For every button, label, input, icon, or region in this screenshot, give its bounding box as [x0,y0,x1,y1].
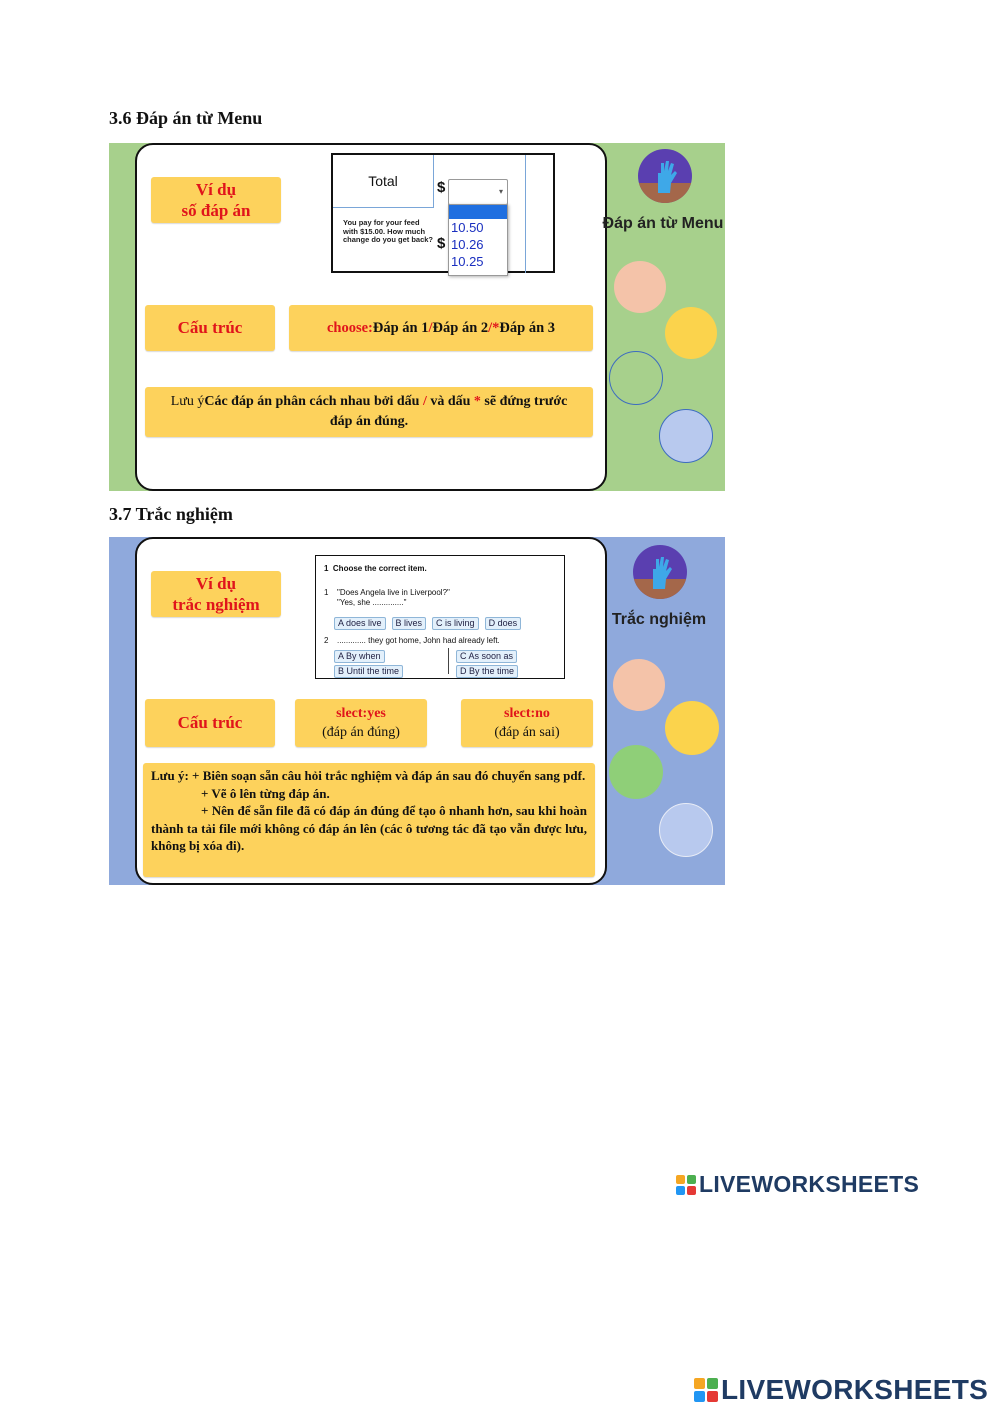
logo-mark-icon [676,1175,696,1195]
menu-highlight [449,205,507,219]
note-body-b: và dấu [426,394,474,409]
q1-options [334,613,527,631]
note-line: + Nên để sẵn file đã có đáp án đúng để tạo ô nhanh hơn, sau khi hoàn thành ta tải file mới không có đáp án lên (các ô tương tác đã tạo vẫn được lưu, không bị xóa đi). [151,803,587,853]
q2-number: 2 [324,636,329,645]
question-text: You pay for your feed with $15.00. How much change do you get back? [343,218,434,244]
option-divider [448,648,449,674]
slide-menu-answers [109,143,725,491]
q2-option[interactable]: A By when [334,650,385,663]
syntax-answer-1: Đáp án 1 [372,319,429,336]
brand-name: LIVEWORKSHEETS [721,1374,989,1405]
q2-options-left [334,648,409,678]
q1-option[interactable]: B lives [392,617,427,630]
section-title-quiz: 3.7 Trắc nghiệm [109,504,233,524]
select-no-box [461,699,593,747]
menu-option[interactable]: 10.26 [451,237,484,252]
q2-option[interactable]: D By the time [456,665,518,678]
hand-avatar-icon [633,545,687,599]
note-box [143,763,595,877]
q1-line: "Does Angela live in Liverpool?" [337,588,450,597]
example-box [151,177,281,223]
q1-line: "Yes, she .............." [337,598,407,607]
syntax-star: * [492,319,500,336]
color-circle [665,307,717,359]
q1-number: 1 [324,588,329,597]
quiz-example-screenshot [315,555,565,679]
color-circle [659,803,713,857]
select-no-desc: (đáp án sai) [494,725,560,740]
q2-option[interactable]: B Until the time [334,665,403,678]
select-yes-box [295,699,427,747]
select-yes-desc: (đáp án đúng) [322,725,400,740]
slide-multiple-choice [109,537,725,885]
table-divider [525,155,526,273]
structure-box [145,305,275,351]
liveworksheets-logo [676,1171,919,1198]
syntax-answer-2: Đáp án 2 [432,319,489,336]
note-star: * [473,394,481,409]
quiz-heading [324,564,427,573]
currency-symbol: $ [437,179,446,196]
syntax-answer-3: Đáp án 3 [499,319,556,336]
note-line: Lưu ý: + Biên soạn sẵn câu hỏi trắc nghiệm và đáp án sau đó chuyển sang pdf. [151,768,586,783]
menu-option[interactable]: 10.25 [451,254,484,269]
section-title-menu: 3.6 Đáp án từ Menu [109,108,263,128]
example-box [151,571,281,617]
syntax-box [289,305,593,351]
q2-text: ............. they got home, John had already left. [337,636,500,645]
side-title: Đáp án từ Menu [602,215,724,232]
note-text [159,392,579,432]
note-prefix: Lưu ý [170,394,205,409]
liveworksheets-footer-logo [694,1374,988,1406]
note-box [145,387,593,437]
q2-options-right [456,648,524,678]
quiz-heading-num: 1 [324,564,329,573]
quiz-heading-text: Choose the correct item. [332,564,427,573]
menu-example-screenshot [331,153,555,273]
example-label: Ví dụ [195,574,237,593]
logo-mark-icon [694,1378,718,1402]
structure-label: Cấu trúc [177,318,243,337]
select-no-code: slect:no [504,706,550,721]
color-circle [665,701,719,755]
structure-label: Cấu trúc [177,713,243,732]
slide-card [135,537,607,885]
note-body-c: sẽ đứng trước đáp án đúng. [329,394,568,429]
answer-dropdown[interactable] [448,179,508,205]
color-circle [609,745,663,799]
note-body-a: Các đáp án phân cách nhau bởi dấu [204,394,423,409]
syntax-keyword: choose: [326,319,373,336]
brand-name: LIVEWORKSHEETS [699,1171,920,1197]
currency-symbol-2: $ [437,235,446,252]
slide-card [135,143,607,491]
total-label: Total [333,155,434,208]
select-yes-code: slect:yes [336,706,386,721]
q2-option[interactable]: C As soon as [456,650,517,663]
note-line: + Vẽ ô lên từng đáp án. [201,785,330,801]
q1-text [337,588,450,608]
chevron-down-icon: ▾ [498,187,503,196]
color-circle [659,409,713,463]
q1-option[interactable]: A does live [334,617,386,630]
dropdown-menu [448,204,508,276]
note-slash: / [422,394,427,409]
example-sublabel: số đáp án [181,201,251,220]
syntax-separator: / [488,319,493,336]
syntax-separator: / [428,319,433,336]
q1-option[interactable]: D does [485,617,522,630]
structure-box [145,699,275,747]
color-circle [614,261,666,313]
example-sublabel: trắc nghiệm [172,595,260,614]
side-title: Trắc nghiệm [611,611,707,628]
hand-avatar-icon [638,149,692,203]
color-circle [609,351,663,405]
example-label: Ví dụ [195,180,237,199]
color-circle [613,659,665,711]
q1-option[interactable]: C is living [432,617,479,630]
menu-option[interactable]: 10.50 [451,220,484,235]
